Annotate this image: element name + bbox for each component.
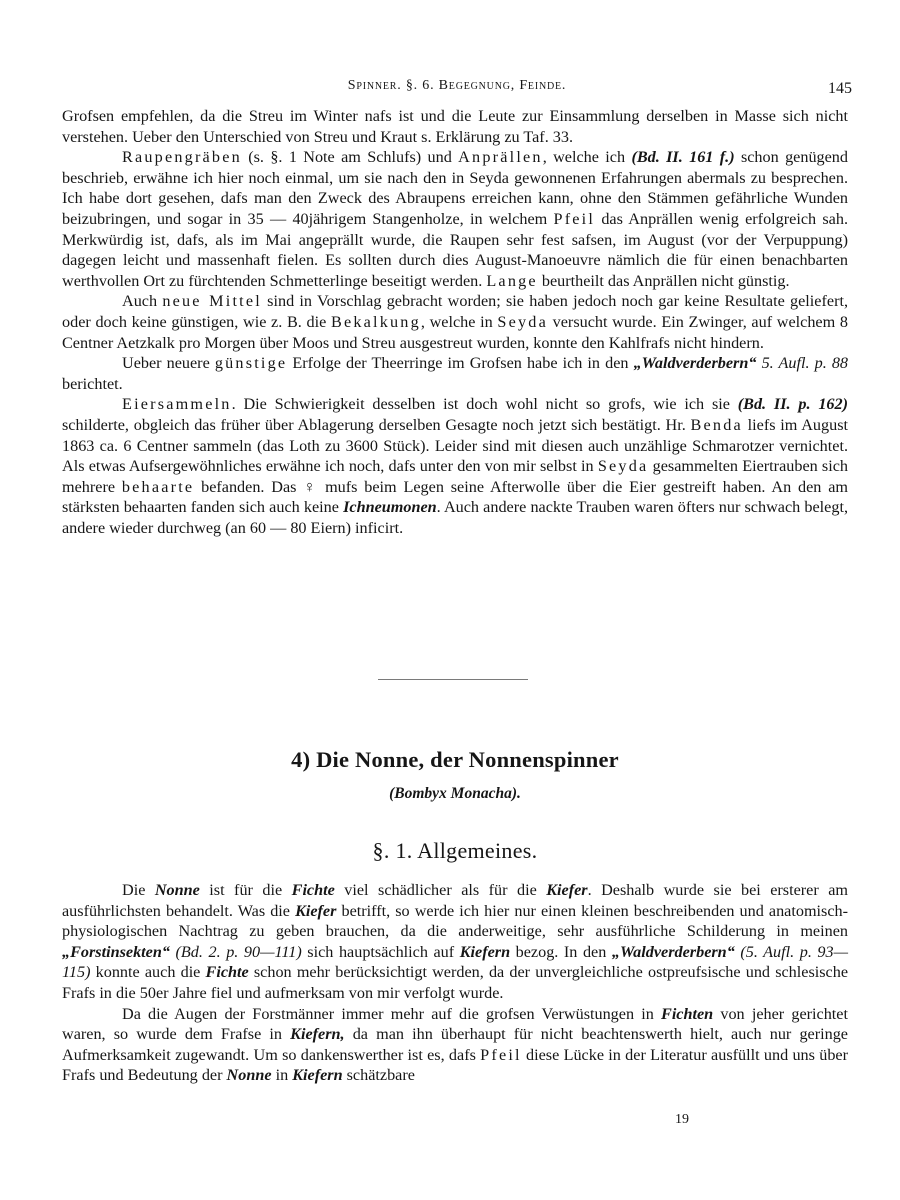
text-run: da man ihn überhaupt für nicht beachtenswerth hielt, auch nur geringe Aufmerksamkeit zugewandt. Um so dankenswerther ist es, dafs — [62, 1025, 848, 1064]
text-run: konnte auch die — [90, 963, 206, 982]
term-guenstige: günstige — [214, 354, 288, 373]
term-fichte: Fichte — [205, 963, 249, 982]
term-behaarte: behaarte — [121, 477, 195, 496]
citation: (Bd. 2. p. 90—111) — [175, 942, 302, 961]
term-anpraellen: Anprällen — [458, 148, 543, 167]
name-benda: Benda — [690, 415, 743, 434]
text-run: betrifft, so werde ich hier nur einen kleinen beschreibenden und anatomisch-physiologischen Nachtrag zu geben brauchen, da die anderweitige, sehr ausführliche Schilderung in meinen — [62, 901, 848, 941]
section-divider — [378, 679, 528, 680]
text-run: . Die Schwierigkeit desselben ist doch wohl nicht so grofs, wie ich sie — [231, 395, 738, 414]
text-run: liefs im August 1863 ca. 6 Centner sammeln (das Loth zu 3600 Stück). Leider sind mit diesen auch unzählige Schmarotzer vernichtet. Als etwas Aufsergewöhnliches erwähne ich noch, dafs unter den von mir selbst in — [62, 415, 848, 476]
text-run: diese Lücke in der Literatur ausfüllt und uns über Frafs und Bedeutung der — [62, 1045, 848, 1085]
text-run: beurtheilt das Anprällen nicht günstig. — [537, 271, 790, 290]
running-title: Spinner. §. 6. Begegnung, Feinde. — [347, 78, 567, 93]
subsection-heading: §. 1. Allgemeines. — [372, 838, 538, 863]
text-run: . Deshalb wurde sie bei ersterer am ausführlichsten behandelt. Was die — [62, 881, 848, 920]
paragraph-forstmaenner — [62, 1004, 848, 1086]
term-kiefern: Kiefern — [459, 942, 511, 961]
book-title: „Forstinsekten“ — [62, 942, 170, 961]
term-fichten: Fichten — [661, 1004, 714, 1023]
term-ichneumonen: Ichneumonen — [343, 498, 437, 517]
term-kiefer: Kiefer — [546, 881, 588, 899]
page-number: 145 — [828, 80, 852, 97]
lower-text-block — [62, 880, 848, 1086]
text-run: Ueber neuere — [122, 354, 215, 373]
citation: 5. Aufl. p. 88 — [761, 354, 849, 373]
paragraph-streu-continuation: Grofsen empfehlen, da die Streu im Winter nafs ist und die Leute zur Einsammlung derselben in Masse sich nicht verstehen. Ueber den Unterschied von Streu und Kraut s. Erklärung zu Taf. 33. — [62, 107, 848, 146]
section-title: 4) Die Nonne, der Nonnenspinner — [291, 747, 619, 772]
text-run: schon mehr berücksichtigt werden, da der unvergleichliche ostpreufsische und schlesische Frafs in die 50er Jahre fiel und aufmerksam von mir verfolgt wurde. — [62, 963, 849, 1002]
text-run: Die — [122, 881, 155, 899]
text-run: sich hauptsächlich auf — [301, 942, 460, 961]
text-run: versucht wurde. Ein Zwinger, auf welchem 8 Centner Aetzkalk pro Morgen über Moos und Streu ausgestreut wurden, konnte den Kahlfrafs nicht hindern. — [62, 312, 848, 352]
term-fichte: Fichte — [291, 881, 335, 899]
text-run: viel schädlicher als für die — [334, 881, 547, 899]
text-run: von jeher gerichtet waren, so wurde dem Frafse in — [62, 1004, 848, 1044]
text-run: bezog. In den — [510, 942, 612, 961]
paragraph-nonne-allgemein — [62, 880, 848, 1004]
term-nonne: Nonne — [226, 1066, 272, 1085]
term-kiefern: Kiefern, — [290, 1025, 345, 1044]
term-bekalkung: Bekalkung — [330, 312, 421, 331]
place-seyda: Seyda — [597, 457, 649, 476]
section-subtitle: (Bombyx Monacha). — [389, 785, 521, 802]
term-raupengraeben: Raupengräben — [122, 148, 242, 167]
paragraph-neue-mittel — [62, 291, 848, 353]
term-kiefern: Kiefern — [292, 1066, 343, 1085]
text-run: Erfolge der Theerringe im Grofsen habe ich in den — [287, 354, 634, 373]
text-run: ist für die — [199, 881, 292, 899]
term-eiersammeln: Eiersammeln — [122, 395, 232, 414]
text-run: sind in Vorschlag gebracht worden; sie haben jedoch noch gar keine Resultate geliefert, oder doch keine günstigen, wie z. B. die — [62, 292, 849, 331]
upper-text-block — [62, 106, 848, 538]
citation: (Bd. II. p. 162) — [737, 395, 848, 414]
text-run: . Auch andere nackte Trauben waren öfters nur schwach belegt, andere wieder durchweg (an 60 — 80 Eiern) inficirt. — [62, 498, 848, 537]
book-title: „Waldverderbern“ — [611, 942, 735, 961]
text-run: Da die Augen der Forstmänner immer mehr auf die grofsen Verwüstungen in — [122, 1004, 662, 1023]
running-head — [62, 78, 852, 100]
text-run: schilderte, obgleich das früher über Ablagerung derselben Gesagte noch jetzt sich bestätigt. Hr. — [62, 415, 691, 434]
text-run: berichtet. — [62, 374, 123, 393]
text-run: gesammelten Eiertrauben sich mehrere — [62, 457, 849, 496]
text-run: schätzbare — [342, 1066, 415, 1085]
citation: (5. Aufl. p. 93—115) — [62, 942, 849, 982]
text-run: (s. §. 1 Note am Schlufs) und — [241, 148, 459, 167]
term-kiefer: Kiefer — [295, 901, 337, 920]
text-run: , welche in — [420, 312, 498, 331]
name-pfeil: Pfeil — [553, 209, 596, 228]
name-pfeil: Pfeil — [480, 1045, 522, 1064]
text-run: in — [271, 1066, 293, 1085]
paragraph-eiersammeln — [62, 394, 848, 538]
text-run: schon genügend beschrieb, erwähne ich hier noch einmal, um sie nach den in Seyda gewonnenen Erfahrungen abermals zu besprechen. Ich habe dort gesehen, dafs man den Zweck des Abraupens erreichen kann, ohne den Stämmen gefährliche Wunden beizubringen, und sogar in 35 — 40jährigem Stangenholze, in welchem — [62, 148, 848, 228]
name-lange: Lange — [486, 271, 538, 290]
text-run: befanden. Das ♀ mufs beim Legen seine Afterwolle über die Eier gestreift haben. An den am stärksten behaarten fanden sich auch keine — [62, 477, 848, 517]
place-seyda: Seyda — [497, 312, 548, 331]
signature-mark: 19 — [675, 1112, 689, 1127]
text-run: , welche ich — [542, 148, 632, 167]
paragraph-theerringe — [62, 353, 848, 394]
text-run: das Anprällen wenig erfolgreich sah. Merkwürdig ist, dafs, als im Mai angeprällt wurde, die Raupen sehr fest safsen, im August (vor der Verpuppung) dagegen leicht und massenhaft fielen. Es sollten durch dies August-Manoeuvre nämlich die für einen benachbarten werthvollen Ort zu fürchtenden Schmetterlinge beseitigt werden. — [62, 209, 848, 290]
text-run: Auch — [122, 292, 163, 311]
paragraph-raupengraeben — [62, 147, 848, 291]
book-title: „Waldverderbern“ — [633, 354, 757, 373]
term-neue-mittel: neue Mittel — [162, 292, 262, 311]
citation: (Bd. II. 161 f.) — [631, 148, 735, 167]
term-nonne: Nonne — [154, 881, 200, 899]
